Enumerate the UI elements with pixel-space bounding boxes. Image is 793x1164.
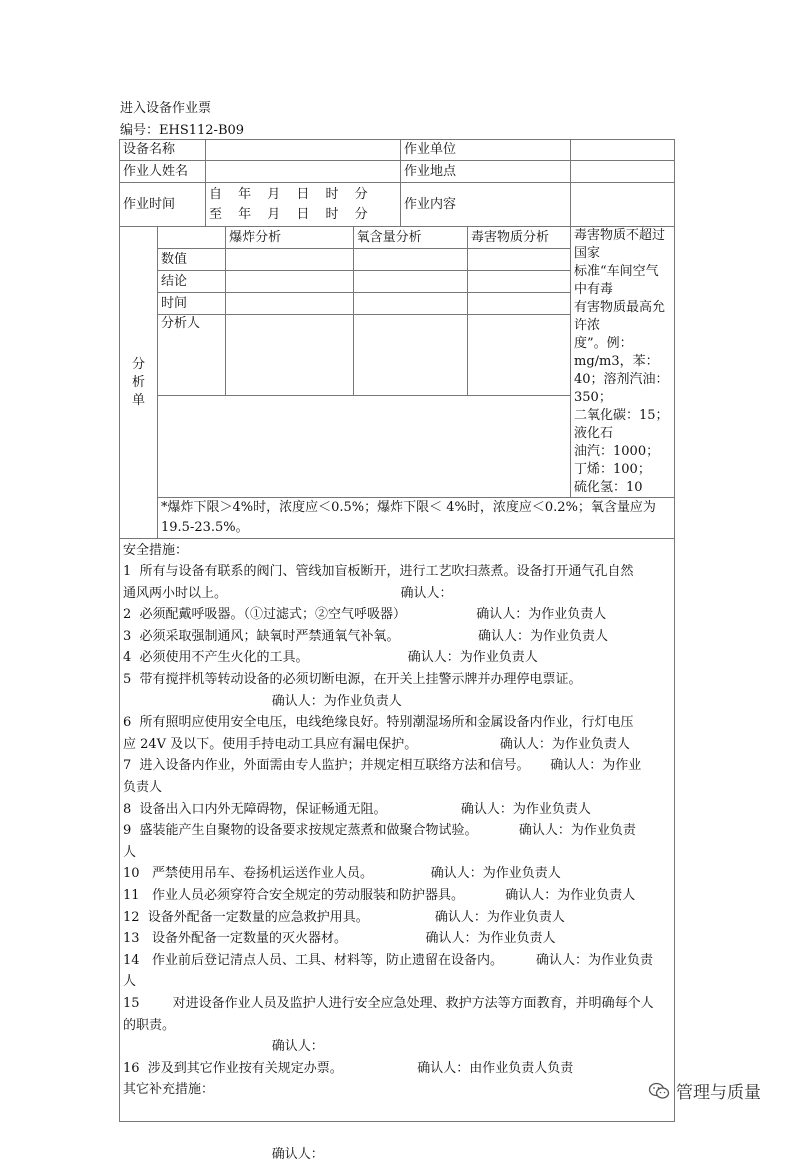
measure-line: 6 所有照明应使用安全电压，电线绝缘良好。特别潮湿场所和金属设备内作业，行灯电压 [123, 715, 634, 731]
measure-line: 10 严禁使用吊车、卷扬机运送作业人员。 确认人：为作业负责人 [123, 866, 561, 882]
work-place-field[interactable] [571, 161, 675, 183]
worker-name-field[interactable] [206, 161, 401, 183]
col-toxic: 毒害物质分析 [468, 227, 570, 249]
measure-line: 人 [123, 974, 137, 990]
work-content-label: 作业内容 [401, 183, 571, 227]
work-time-field[interactable] [206, 183, 401, 227]
measure-line: 1 所有与设备有联系的阀门、管线加盲板断开，进行工艺吹扫蒸煮。设备打开通气孔自然 [123, 564, 634, 579]
measure-line: 11 作业人员必须穿符合安全规定的劳动服装和防护器具。 确认人：为作业负责人 [123, 888, 636, 903]
row-analyst: 分析人 [158, 315, 226, 396]
measure-line: 12 设备外配备一定数量的应急救护用具。 确认人：为作业负责人 [123, 909, 565, 925]
measure-line: 负责人 [123, 780, 163, 795]
measure-line: 确认人： [123, 1147, 324, 1163]
row-time: 时间 [158, 293, 226, 315]
work-permit-table [119, 139, 675, 1163]
work-place-label: 作业地点 [401, 161, 571, 183]
measure-line: 9 盛装能产生自聚物的设备要求按规定蒸煮和做聚合物试验。 确认人：为作业负责 [123, 823, 636, 839]
document-title: 进入设备作业票 [120, 101, 212, 116]
analysis-footnote: *爆炸下限＞4%时，浓度应＜0.5%；爆炸下限＜ 4%时，浓度应＜0.2%；氧含量应为 19.5-23.5%。 [158, 498, 675, 539]
analysis-sheet-label: 分 析 单 [120, 227, 158, 539]
measure-line: 15 对进设备作业人员及监护人进行安全应急处理、救护方法等方面教育，并明确每个人 [123, 996, 654, 1011]
work-time-label: 作业时间 [120, 183, 206, 227]
col-explosion: 爆炸分析 [226, 227, 354, 249]
measure-line: 应 24V 及以下。使用手持电动工具应有漏电保护。 确认人：为作业负责人 [123, 736, 630, 752]
measure-line: 4 必须使用不产生火化的工具。 确认人：为作业负责人 [123, 650, 538, 666]
equipment-name-label: 设备名称 [120, 140, 206, 161]
measure-line: 人 [123, 844, 137, 860]
col-oxygen: 氧含量分析 [353, 227, 467, 249]
row-value: 数值 [158, 249, 226, 271]
watermark [648, 1078, 761, 1103]
watermark-text: 管理与质量 [676, 1083, 761, 1103]
measure-line: 2 必须配戴呼吸器。（①过滤式；②空气呼吸器） 确认人：为作业负责人 [123, 607, 607, 623]
analysis-grid-cell [158, 227, 571, 498]
analysis-grid [158, 227, 570, 396]
measure-line: 13 设备外配备一定数量的灭火器材。 确认人：为作业负责人 [123, 931, 556, 947]
measure-line: 通风两小时以上。 确认人： [123, 585, 453, 601]
measure-line: 确认人： [123, 1039, 324, 1055]
measure-line: 16 涉及到其它作业按有关规定办票。 确认人：由作业负责人负责 [123, 1060, 574, 1076]
measure-line: 的职责。 [123, 1017, 176, 1033]
work-unit-label: 作业单位 [401, 140, 571, 161]
measure-line: 确认人：为作业负责人 [123, 693, 402, 709]
measure-line: 7 进入设备内作业，外面需由专人监护；并规定相互联络方法和信号。 确认人：为作业 [123, 758, 642, 774]
measure-line: 14 作业前后登记清点人员、工具、材料等，防止遗留在设备内。 确认人：为作业负责 [123, 952, 653, 968]
safety-measures [120, 539, 675, 1163]
measure-line: 3 必须采取强制通风；缺氧时严禁通氧气补氧。 确认人：为作业负责人 [123, 628, 609, 644]
work-content-field[interactable] [571, 183, 675, 227]
time-from: 自 年 月 日 时 分 [209, 186, 368, 202]
worker-name-label: 作业人姓名 [120, 161, 206, 183]
toxic-standard-note: 毒害物质不超过国家 标准“车间空气中有毒 有害物质最高允许浓 度”。例：mg/m3，苯： 40；溶剂汽油：350； 二氧化碳：15；液化石 油汽：1000；丁烯：100； 硫化氢：10 [571, 227, 675, 498]
measure-line: 5 带有搅拌机等转动设备的必须切断电源，在开关上挂警示牌并办理停电票证。 [123, 672, 582, 687]
row-conclusion: 结论 [158, 271, 226, 293]
equipment-name-field[interactable] [206, 140, 401, 161]
measures-heading: 安全措施： [123, 543, 189, 558]
document-code: 编号：EHS112-B09 [120, 123, 245, 138]
time-to: 至 年 月 日 时 分 [209, 206, 368, 222]
measure-line: 其它补充措施： [123, 1082, 215, 1098]
work-unit-field[interactable] [571, 140, 675, 161]
wechat-icon [648, 1082, 670, 1100]
measure-line: 8 设备出入口内外无障碍物，保证畅通无阻。 确认人：为作业负责人 [123, 801, 591, 817]
